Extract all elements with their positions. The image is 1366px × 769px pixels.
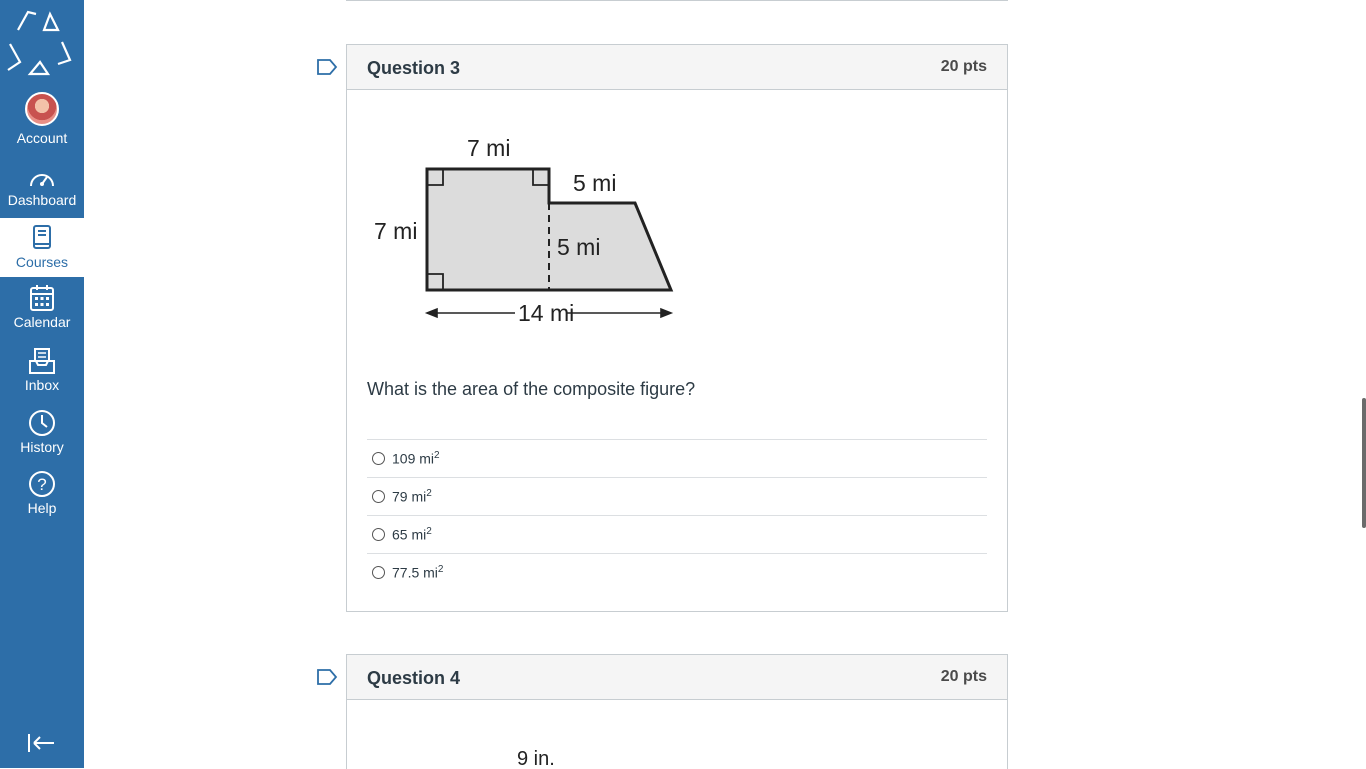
- courses-book-icon: [30, 224, 54, 252]
- global-nav: [0, 0, 84, 768]
- label-left-7mi: 7 mi: [374, 218, 418, 244]
- answer-radio[interactable]: [372, 566, 385, 579]
- nav-inbox[interactable]: [0, 347, 84, 393]
- label-top-9in: 9 in.: [517, 748, 555, 769]
- answer-option-1[interactable]: [367, 439, 987, 477]
- label-bottom-14mi: 14 mi: [518, 300, 575, 326]
- history-clock-icon: [28, 409, 56, 437]
- question-title: Question 4: [367, 668, 461, 688]
- question-title: Question 3: [367, 58, 461, 78]
- dashboard-icon: [28, 166, 56, 190]
- answer-radio[interactable]: [372, 490, 385, 503]
- flag-question-3-icon[interactable]: [316, 58, 338, 76]
- answer-exponent: 2: [437, 564, 444, 575]
- answer-value: 109 mi: [392, 450, 435, 467]
- nav-help[interactable]: [0, 470, 84, 516]
- answer-radio[interactable]: [372, 452, 385, 465]
- question-4-figure: [507, 743, 587, 769]
- answer-list: [367, 439, 987, 591]
- nav-courses[interactable]: [0, 218, 84, 277]
- svg-text:?: ?: [37, 475, 47, 494]
- nav-courses-label: Courses: [15, 254, 69, 270]
- question-points: 20 pts: [940, 668, 987, 685]
- question-4-header: [347, 655, 1007, 700]
- inbox-icon: [28, 347, 56, 375]
- canvas-logo-icon[interactable]: [0, 0, 84, 84]
- help-question-icon: [28, 470, 56, 498]
- question-text: What is the area of the composite figure?: [367, 379, 696, 399]
- previous-question-bottom-border: [346, 0, 1008, 1]
- answer-value: 65 mi: [392, 526, 427, 543]
- question-4-card: [346, 654, 1008, 769]
- composite-figure-diagram: [367, 133, 687, 333]
- avatar: [25, 92, 59, 126]
- nav-calendar[interactable]: [0, 284, 84, 330]
- answer-value: 77.5 mi: [392, 564, 438, 581]
- nav-history-label: History: [20, 439, 64, 455]
- nav-help-label: Help: [27, 500, 57, 516]
- nav-dashboard-label: Dashboard: [7, 192, 77, 208]
- nav-account-label: Account: [16, 130, 68, 146]
- question-3-header: [347, 45, 1007, 90]
- nav-calendar-label: Calendar: [13, 314, 71, 330]
- page-scrollbar[interactable]: [1362, 398, 1366, 528]
- answer-exponent: 2: [426, 526, 432, 537]
- question-3-card: [346, 44, 1008, 612]
- label-top-7mi: 7 mi: [467, 135, 511, 161]
- answer-option-2[interactable]: [367, 477, 987, 515]
- answer-exponent: 2: [426, 488, 432, 499]
- answer-exponent: 2: [434, 450, 440, 461]
- question-points: 20 pts: [940, 58, 987, 75]
- nav-history[interactable]: [0, 409, 84, 455]
- answer-option-4[interactable]: [367, 553, 987, 591]
- nav-inbox-label: Inbox: [24, 377, 60, 393]
- nav-account[interactable]: [0, 92, 84, 146]
- answer-option-3[interactable]: [367, 515, 987, 553]
- answer-radio[interactable]: [372, 528, 385, 541]
- label-right-top-5mi: 5 mi: [573, 170, 617, 196]
- collapse-nav-icon[interactable]: [26, 731, 58, 755]
- label-height-5mi: 5 mi: [557, 234, 601, 260]
- answer-value: 79 mi: [392, 488, 427, 505]
- flag-question-4-icon[interactable]: [316, 668, 338, 686]
- nav-dashboard[interactable]: [0, 166, 84, 208]
- calendar-icon: [29, 284, 55, 312]
